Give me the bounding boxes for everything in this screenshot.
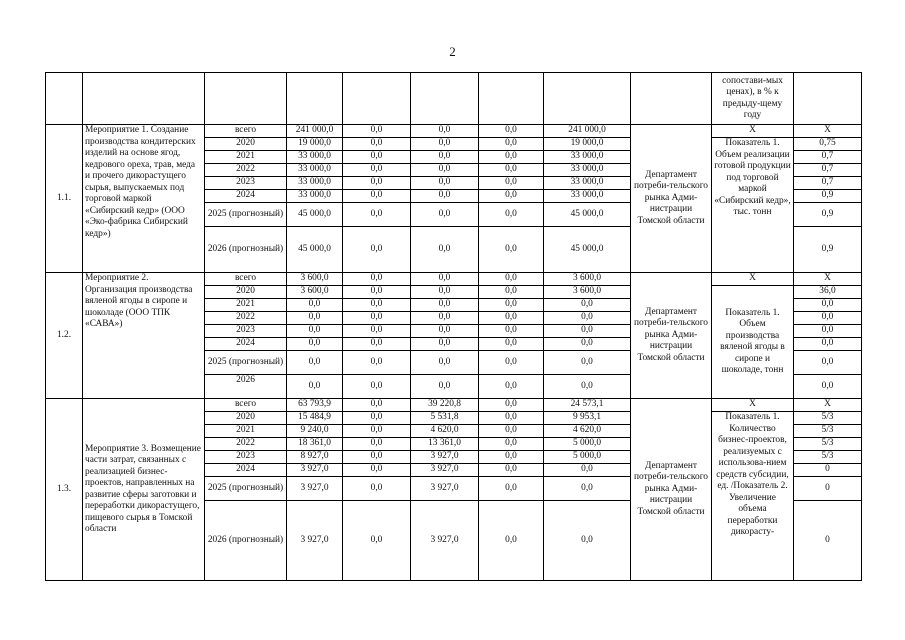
value-cell: 0,0 <box>794 351 862 375</box>
federal-cell: 0,0 <box>343 138 411 151</box>
federal-cell: 0,0 <box>343 438 411 451</box>
local-cell: 0,0 <box>479 399 544 412</box>
extra-cell: 0,0 <box>544 338 631 351</box>
program-table <box>45 72 862 581</box>
extra-cell: 33 000,0 <box>544 164 631 177</box>
year-cell: 2024 <box>205 338 287 351</box>
year-cell: 2026 (прогнозный) <box>205 227 287 273</box>
indicator-cell: Показатель 1. Объем производства вяленой ягоды в сиропе и шоколаде, тонн <box>712 286 794 399</box>
local-cell: 0,0 <box>479 325 544 338</box>
year-cell: всего <box>205 273 287 286</box>
value-cell: 0,9 <box>794 227 862 273</box>
local-cell: 0,0 <box>479 412 544 425</box>
value-cell: 0,7 <box>794 177 862 190</box>
empty-cell <box>343 73 411 125</box>
value-cell: 0,0 <box>794 299 862 312</box>
year-cell: 2026 <box>205 375 287 399</box>
federal-cell: 0,0 <box>343 325 411 338</box>
value-cell: 5/3 <box>794 438 862 451</box>
local-cell: 0,0 <box>479 501 544 581</box>
regional-cell: 0,0 <box>411 125 479 138</box>
indicator-cell: Показатель 1. Количество бизнес-проектов, реализуемых с использова-нием средств субсидии, ед. /Показатель 2. Увеличение объема переработки дикорасту- <box>712 412 794 581</box>
empty-cell <box>205 73 287 125</box>
extra-cell: 3 600,0 <box>544 286 631 299</box>
year-cell: 2024 <box>205 190 287 203</box>
total-cell: 3 600,0 <box>287 286 343 299</box>
regional-cell: 3 927,0 <box>411 501 479 581</box>
year-cell: 2020 <box>205 138 287 151</box>
year-cell: 2023 <box>205 325 287 338</box>
local-cell: 0,0 <box>479 203 544 227</box>
year-cell: 2025 (прогнозный) <box>205 203 287 227</box>
federal-cell: 0,0 <box>343 338 411 351</box>
regional-cell: 0,0 <box>411 338 479 351</box>
regional-cell: 4 620,0 <box>411 425 479 438</box>
local-cell: 0,0 <box>479 477 544 501</box>
extra-cell: 33 000,0 <box>544 177 631 190</box>
year-cell: 2023 <box>205 177 287 190</box>
total-cell: 33 000,0 <box>287 190 343 203</box>
local-cell: 0,0 <box>479 125 544 138</box>
value-cell: 36,0 <box>794 286 862 299</box>
federal-cell: 0,0 <box>343 312 411 325</box>
local-cell: 0,0 <box>479 138 544 151</box>
local-cell: 0,0 <box>479 338 544 351</box>
local-cell: 0,0 <box>479 451 544 464</box>
value-cell: 5/3 <box>794 412 862 425</box>
federal-cell: 0,0 <box>343 203 411 227</box>
year-cell: 2021 <box>205 299 287 312</box>
year-cell: 2021 <box>205 151 287 164</box>
regional-cell: 0,0 <box>411 299 479 312</box>
year-cell: 2020 <box>205 286 287 299</box>
total-cell: 33 000,0 <box>287 177 343 190</box>
federal-cell: 0,0 <box>343 351 411 375</box>
regional-cell: 0,0 <box>411 273 479 286</box>
federal-cell: 0,0 <box>343 125 411 138</box>
value-cell: 0,0 <box>794 375 862 399</box>
federal-cell: 0,0 <box>343 501 411 581</box>
regional-cell: 0,0 <box>411 325 479 338</box>
event-description: Мероприятие 1. Создание производства кондитерских изделий на основе ягод, кедрового ореха, трав, меда и прочего дикорастущего сырья, выпускаемых под торговой маркой «Сибирский кедр» (ООО «Эко-фабрика Сибирский кедр») <box>83 125 205 273</box>
extra-cell: 0,0 <box>544 325 631 338</box>
extra-cell: 0,0 <box>544 477 631 501</box>
value-cell: 0,0 <box>794 325 862 338</box>
total-cell: 45 000,0 <box>287 203 343 227</box>
regional-cell: 0,0 <box>411 151 479 164</box>
total-cell: 3 927,0 <box>287 464 343 477</box>
department-cell: Департамент потреби-тельского рынка Адми-нистрации Томской области <box>631 125 712 273</box>
federal-cell: 0,0 <box>343 286 411 299</box>
extra-cell: 0,0 <box>544 299 631 312</box>
year-cell: 2022 <box>205 164 287 177</box>
header-continuation-row <box>46 73 862 125</box>
extra-cell: 9 953,1 <box>544 412 631 425</box>
regional-cell: 3 927,0 <box>411 451 479 464</box>
total-cell: 0,0 <box>287 325 343 338</box>
department-cell: Департамент потреби-тельского рынка Адми-нистрации Томской области <box>631 399 712 581</box>
value-cell: Х <box>794 399 862 412</box>
extra-cell: 24 573,1 <box>544 399 631 412</box>
local-cell: 0,0 <box>479 299 544 312</box>
extra-cell: 5 000,0 <box>544 451 631 464</box>
federal-cell: 0,0 <box>343 451 411 464</box>
federal-cell: 0,0 <box>343 464 411 477</box>
total-cell: 241 000,0 <box>287 125 343 138</box>
regional-cell: 0,0 <box>411 312 479 325</box>
total-cell: 3 927,0 <box>287 477 343 501</box>
total-cell: 8 927,0 <box>287 451 343 464</box>
indicator-x-cell: Х <box>712 273 794 286</box>
value-cell: 0,9 <box>794 203 862 227</box>
value-cell: 5/3 <box>794 451 862 464</box>
regional-cell: 0,0 <box>411 177 479 190</box>
year-cell: 2020 <box>205 412 287 425</box>
year-cell: всего <box>205 399 287 412</box>
value-cell: 0,0 <box>794 312 862 325</box>
federal-cell: 0,0 <box>343 425 411 438</box>
empty-cell <box>631 73 712 125</box>
total-cell: 9 240,0 <box>287 425 343 438</box>
regional-cell: 5 531,8 <box>411 412 479 425</box>
year-cell: 2026 (прогнозный) <box>205 501 287 581</box>
row-number: 1.1. <box>46 125 83 273</box>
year-cell: 2023 <box>205 451 287 464</box>
local-cell: 0,0 <box>479 177 544 190</box>
federal-cell: 0,0 <box>343 177 411 190</box>
regional-cell: 3 927,0 <box>411 477 479 501</box>
extra-cell: 4 620,0 <box>544 425 631 438</box>
regional-cell: 39 220,8 <box>411 399 479 412</box>
empty-cell <box>794 73 862 125</box>
local-cell: 0,0 <box>479 286 544 299</box>
federal-cell: 0,0 <box>343 299 411 312</box>
total-cell: 0,0 <box>287 375 343 399</box>
local-cell: 0,0 <box>479 227 544 273</box>
federal-cell: 0,0 <box>343 164 411 177</box>
total-cell: 63 793,9 <box>287 399 343 412</box>
event-description: Мероприятие 3. Возмещение части затрат, связанных с реализацией бизнес-проектов, направленных на развитие сферы заготовки и переработки дикорастущего, пищевого сырья в Томской области <box>83 399 205 581</box>
federal-cell: 0,0 <box>343 477 411 501</box>
total-cell: 3 600,0 <box>287 273 343 286</box>
value-cell: 5/3 <box>794 425 862 438</box>
event-description: Мероприятие 2. Организация производства вяленой ягоды в сиропе и шоколаде (ООО ТПК «САВА») <box>83 273 205 399</box>
indicator-x-cell: Х <box>712 399 794 412</box>
regional-cell: 0,0 <box>411 203 479 227</box>
extra-cell: 5 000,0 <box>544 438 631 451</box>
regional-cell: 0,0 <box>411 138 479 151</box>
row-number: 1.2. <box>46 273 83 399</box>
indicator-x-cell: Х <box>712 125 794 138</box>
extra-cell: 0,0 <box>544 501 631 581</box>
empty-cell <box>479 73 544 125</box>
year-cell: 2022 <box>205 312 287 325</box>
local-cell: 0,0 <box>479 375 544 399</box>
local-cell: 0,0 <box>479 151 544 164</box>
row-number: 1.3. <box>46 399 83 581</box>
extra-cell: 0,0 <box>544 464 631 477</box>
total-cell: 0,0 <box>287 338 343 351</box>
extra-cell: 3 600,0 <box>544 273 631 286</box>
federal-cell: 0,0 <box>343 399 411 412</box>
federal-cell: 0,0 <box>343 190 411 203</box>
department-cell: Департамент потреби-тельского рынка Адми-нистрации Томской области <box>631 273 712 399</box>
local-cell: 0,0 <box>479 312 544 325</box>
extra-cell: 0,0 <box>544 351 631 375</box>
extra-cell: 45 000,0 <box>544 203 631 227</box>
year-cell: 2024 <box>205 464 287 477</box>
value-cell: 0,7 <box>794 151 862 164</box>
regional-cell: 13 361,0 <box>411 438 479 451</box>
value-cell: 0,0 <box>794 338 862 351</box>
extra-cell: 0,0 <box>544 375 631 399</box>
total-cell: 19 000,0 <box>287 138 343 151</box>
extra-cell: 33 000,0 <box>544 190 631 203</box>
empty-cell <box>83 73 205 125</box>
local-cell: 0,0 <box>479 438 544 451</box>
extra-cell: 241 000,0 <box>544 125 631 138</box>
value-cell: 0 <box>794 501 862 581</box>
extra-cell: 0,0 <box>544 312 631 325</box>
year-cell: 2025 (прогнозный) <box>205 477 287 501</box>
year-cell: 2022 <box>205 438 287 451</box>
total-cell: 18 361,0 <box>287 438 343 451</box>
local-cell: 0,0 <box>479 190 544 203</box>
federal-cell: 0,0 <box>343 375 411 399</box>
regional-cell: 0,0 <box>411 227 479 273</box>
value-cell: 0 <box>794 477 862 501</box>
federal-cell: 0,0 <box>343 273 411 286</box>
regional-cell: 3 927,0 <box>411 464 479 477</box>
local-cell: 0,0 <box>479 464 544 477</box>
local-cell: 0,0 <box>479 164 544 177</box>
federal-cell: 0,0 <box>343 227 411 273</box>
empty-cell <box>287 73 343 125</box>
local-cell: 0,0 <box>479 273 544 286</box>
page-number: 2 <box>449 44 456 59</box>
total-cell: 3 927,0 <box>287 501 343 581</box>
year-cell: всего <box>205 125 287 138</box>
regional-cell: 0,0 <box>411 375 479 399</box>
table-row <box>46 273 862 286</box>
regional-cell: 0,0 <box>411 286 479 299</box>
regional-cell: 0,0 <box>411 351 479 375</box>
regional-cell: 0,0 <box>411 164 479 177</box>
indicator-cell: Показатель 1. Объем реализации готовой продукции под торговой маркой «Сибирский кедр», тыс. тонн <box>712 138 794 273</box>
total-cell: 33 000,0 <box>287 164 343 177</box>
value-cell: 0,7 <box>794 164 862 177</box>
total-cell: 15 484,9 <box>287 412 343 425</box>
value-cell: Х <box>794 273 862 286</box>
empty-cell <box>411 73 479 125</box>
empty-cell <box>46 73 83 125</box>
year-cell: 2025 (прогнозный) <box>205 351 287 375</box>
local-cell: 0,0 <box>479 351 544 375</box>
value-cell: 0,9 <box>794 190 862 203</box>
value-cell: 0 <box>794 464 862 477</box>
total-cell: 33 000,0 <box>287 151 343 164</box>
extra-cell: 19 000,0 <box>544 138 631 151</box>
federal-cell: 0,0 <box>343 151 411 164</box>
table-row <box>46 125 862 138</box>
value-cell: 0,75 <box>794 138 862 151</box>
extra-cell: 45 000,0 <box>544 227 631 273</box>
indicator-header-text: сопостави-мых ценах), в % к предыду-щему году <box>712 73 794 125</box>
year-cell: 2021 <box>205 425 287 438</box>
extra-cell: 33 000,0 <box>544 151 631 164</box>
value-cell: Х <box>794 125 862 138</box>
table-row <box>46 399 862 412</box>
total-cell: 0,0 <box>287 312 343 325</box>
empty-cell <box>544 73 631 125</box>
local-cell: 0,0 <box>479 425 544 438</box>
total-cell: 0,0 <box>287 299 343 312</box>
federal-cell: 0,0 <box>343 412 411 425</box>
regional-cell: 0,0 <box>411 190 479 203</box>
total-cell: 45 000,0 <box>287 227 343 273</box>
total-cell: 0,0 <box>287 351 343 375</box>
